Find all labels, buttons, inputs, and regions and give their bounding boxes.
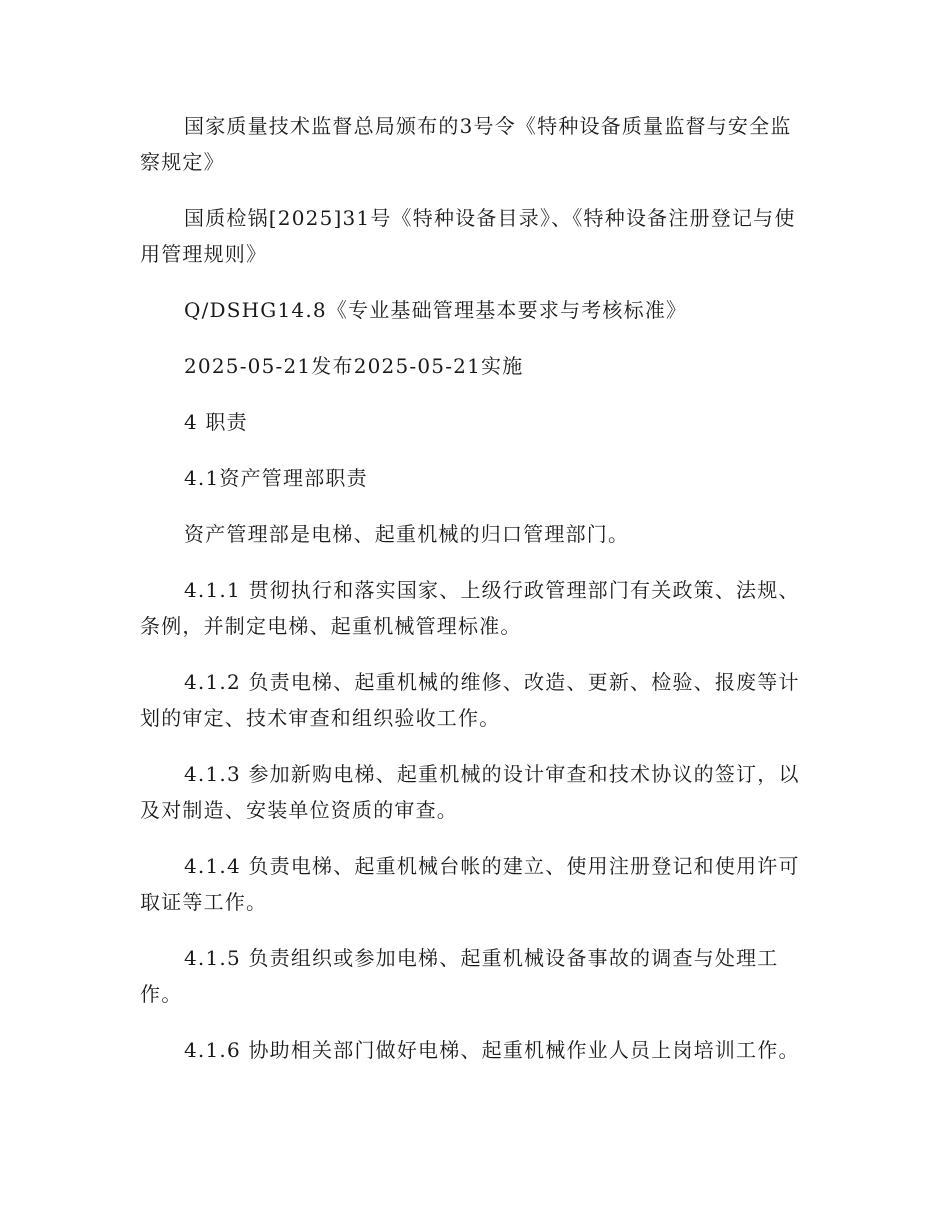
paragraph-4-1-4: 4.1.4 负责电梯、起重机械台帐的建立、使用注册登记和使用许可取证等工作。 bbox=[140, 854, 800, 914]
paragraph-regulation-3: 国家质量技术监督总局颁布的3号令《特种设备质量监督与安全监察规定》 bbox=[140, 114, 792, 174]
paragraph-4-1-2: 4.1.2 负责电梯、起重机械的维修、改造、更新、检验、报废等计划的审定、技术审查和组织验收工作。 bbox=[140, 670, 800, 730]
document-body bbox=[140, 108, 808, 1088]
paragraph-release-date: 2025-05-21发布2025-05-21实施 bbox=[184, 354, 524, 378]
section-heading-responsibilities: 4 职责 bbox=[184, 410, 248, 434]
paragraph-standard-reference: Q/DSHG14.8《专业基础管理基本要求与考核标准》 bbox=[184, 298, 688, 322]
paragraph-regulation-31: 国质检锅[2025]31号《特种设备目录》、《特种设备注册登记与使用管理规则》 bbox=[140, 206, 796, 266]
paragraph-4-1-3: 4.1.3 参加新购电梯、起重机械的设计审查和技术协议的签订，以及对制造、安装单位资质的审查。 bbox=[140, 762, 800, 822]
paragraph-4-1-1: 4.1.1 贯彻执行和落实国家、上级行政管理部门有关政策、法规、条例，并制定电梯、起重机械管理标准。 bbox=[140, 578, 800, 638]
paragraph-asset-dept-intro: 资产管理部是电梯、起重机械的归口管理部门。 bbox=[184, 522, 630, 546]
subsection-heading-asset-dept: 4.1资产管理部职责 bbox=[184, 466, 368, 490]
paragraph-4-1-5: 4.1.5 负责组织或参加电梯、起重机械设备事故的调查与处理工作。 bbox=[140, 946, 779, 1006]
paragraph-4-1-6: 4.1.6 协助相关部门做好电梯、起重机械作业人员上岗培训工作。 bbox=[184, 1038, 800, 1062]
